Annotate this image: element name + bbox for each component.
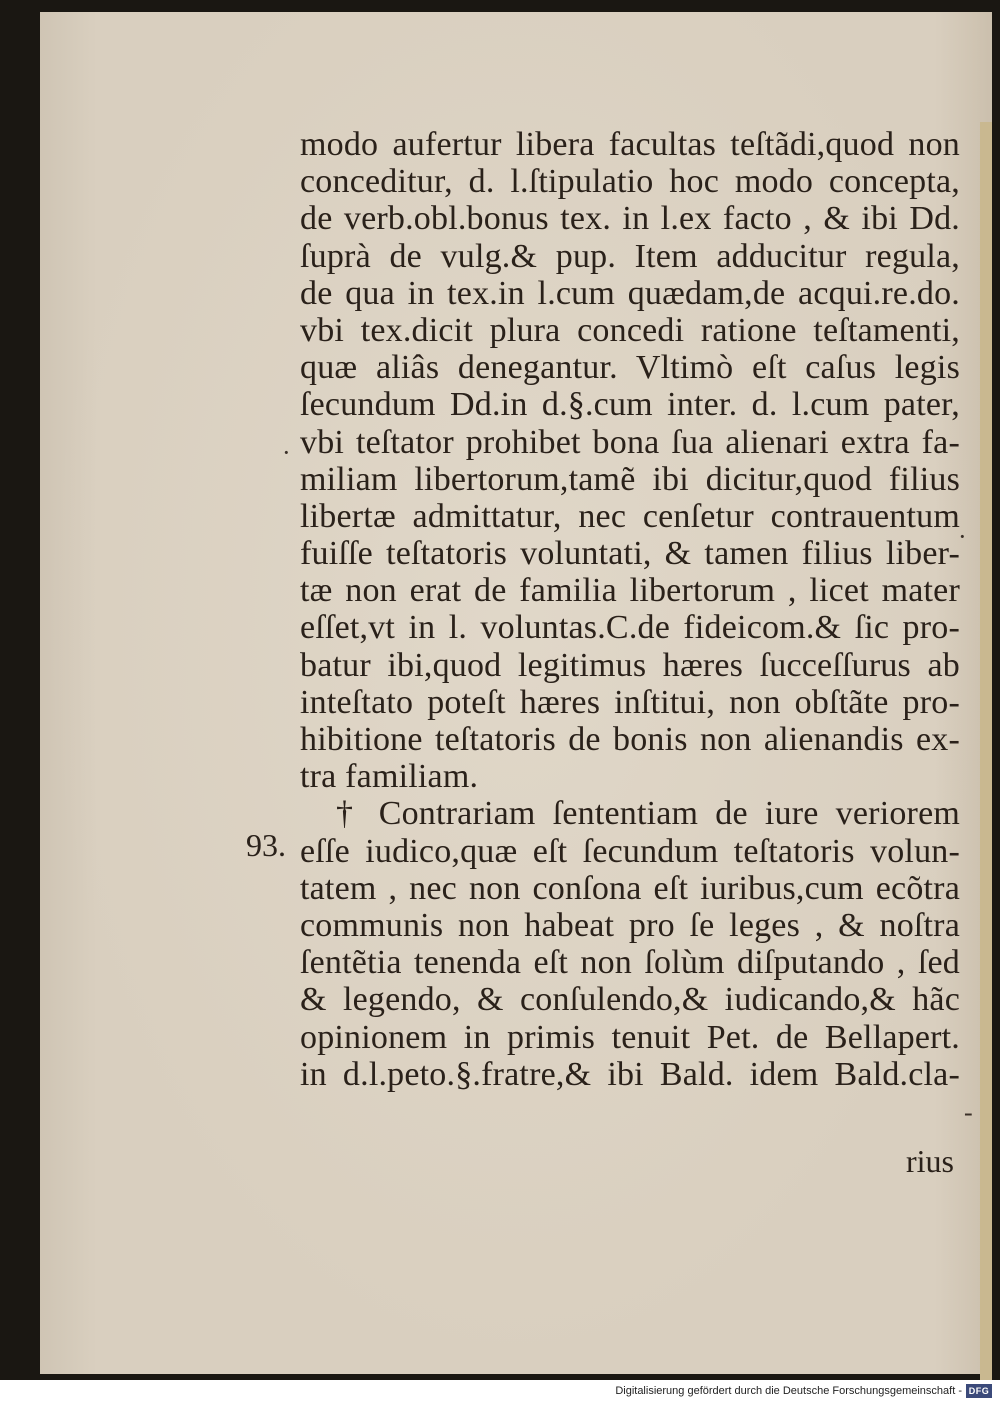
text-line: in d.l.peto.§.fratre,& ibi Bald. idem Bald.cla- xyxy=(300,1055,960,1093)
text-line: modo aufertur libera facultas teſtãdi,quod non xyxy=(300,126,960,163)
text-line: tæ non erat de familia libertorum , licet mater xyxy=(300,572,960,610)
footer-credit: Digitalisierung gefördert durch die Deutsche Forschungsgemeinschaft - xyxy=(615,1385,962,1397)
margin-mark: · xyxy=(282,438,291,467)
text-line: fuiſſe teſtatoris voluntati, & tamen filius liber- xyxy=(300,535,960,573)
margin-mark: - xyxy=(964,1098,973,1127)
text-line: vbi teſtator prohibet bona ſua alienari extra fa- xyxy=(300,423,960,461)
margin-mark: · xyxy=(958,522,967,551)
text-line: communis non habeat pro ſe leges , & noſtra xyxy=(300,906,960,944)
text-line: conceditur, d. l.ſtipulatio hoc modo concepta, xyxy=(300,163,960,201)
margin-number: 93. xyxy=(246,827,286,863)
text-line: ſuprà de vulg.& pup. Item adducitur regula, xyxy=(300,237,960,275)
text-line: ſentẽtia tenenda eſt non ſolùm diſputando , ſed xyxy=(300,944,960,982)
footer-bar xyxy=(0,1380,1000,1403)
text-line: opinionem in primis tenuit Pet. de Bellapert. xyxy=(300,1018,960,1056)
page-edge-strip xyxy=(980,122,992,1392)
text-line: de qua in tex.in l.cum quædam,de acqui.re.do. xyxy=(300,274,960,312)
text-line: † Contrariam ſententiam de iure veriorem xyxy=(336,795,960,833)
text-line: libertæ admittatur, nec cenſetur contrauentum xyxy=(300,497,960,535)
text-line: eſſe iudico,quæ eſt ſecundum teſtatoris volun- xyxy=(300,832,960,870)
text-line: & legendo, & conſulendo,& iudicando,& hãc xyxy=(300,981,960,1019)
text-line: de verb.obl.bonus tex. in l.ex facto , & ibi Dd. xyxy=(300,200,960,238)
text-line: tatem , nec non conſona eſt iuribus,cum ecõtra xyxy=(300,869,960,907)
dfg-logo-icon: DFG xyxy=(966,1384,992,1398)
text-line: hibitione teſtatoris de bonis non alienandis ex- xyxy=(300,721,960,758)
text-line: inteſtato poteſt hæres inſtitui, non obſtãte pro- xyxy=(300,683,960,721)
text-line: ſecundum Dd.in d.§.cum inter. d. l.cum pater, xyxy=(300,386,960,424)
text-line: quæ aliâs denegantur. Vltimò eſt caſus legis xyxy=(300,349,960,387)
text-line: miliam libertorum,tamẽ ibi dicitur,quod filius xyxy=(300,460,960,498)
text-line: batur ibi,quod legitimus hæres ſucceſſurus ab xyxy=(300,646,960,684)
text-line: tra familiam. xyxy=(300,758,479,796)
text-line: vbi tex.dicit plura concedi ratione teſtamenti, xyxy=(300,311,960,349)
page-text-block xyxy=(300,126,960,1093)
catchword: rius xyxy=(906,1143,954,1179)
text-line: eſſet,vt in l. voluntas.C.de fideicom.& ſic pro- xyxy=(300,609,960,647)
